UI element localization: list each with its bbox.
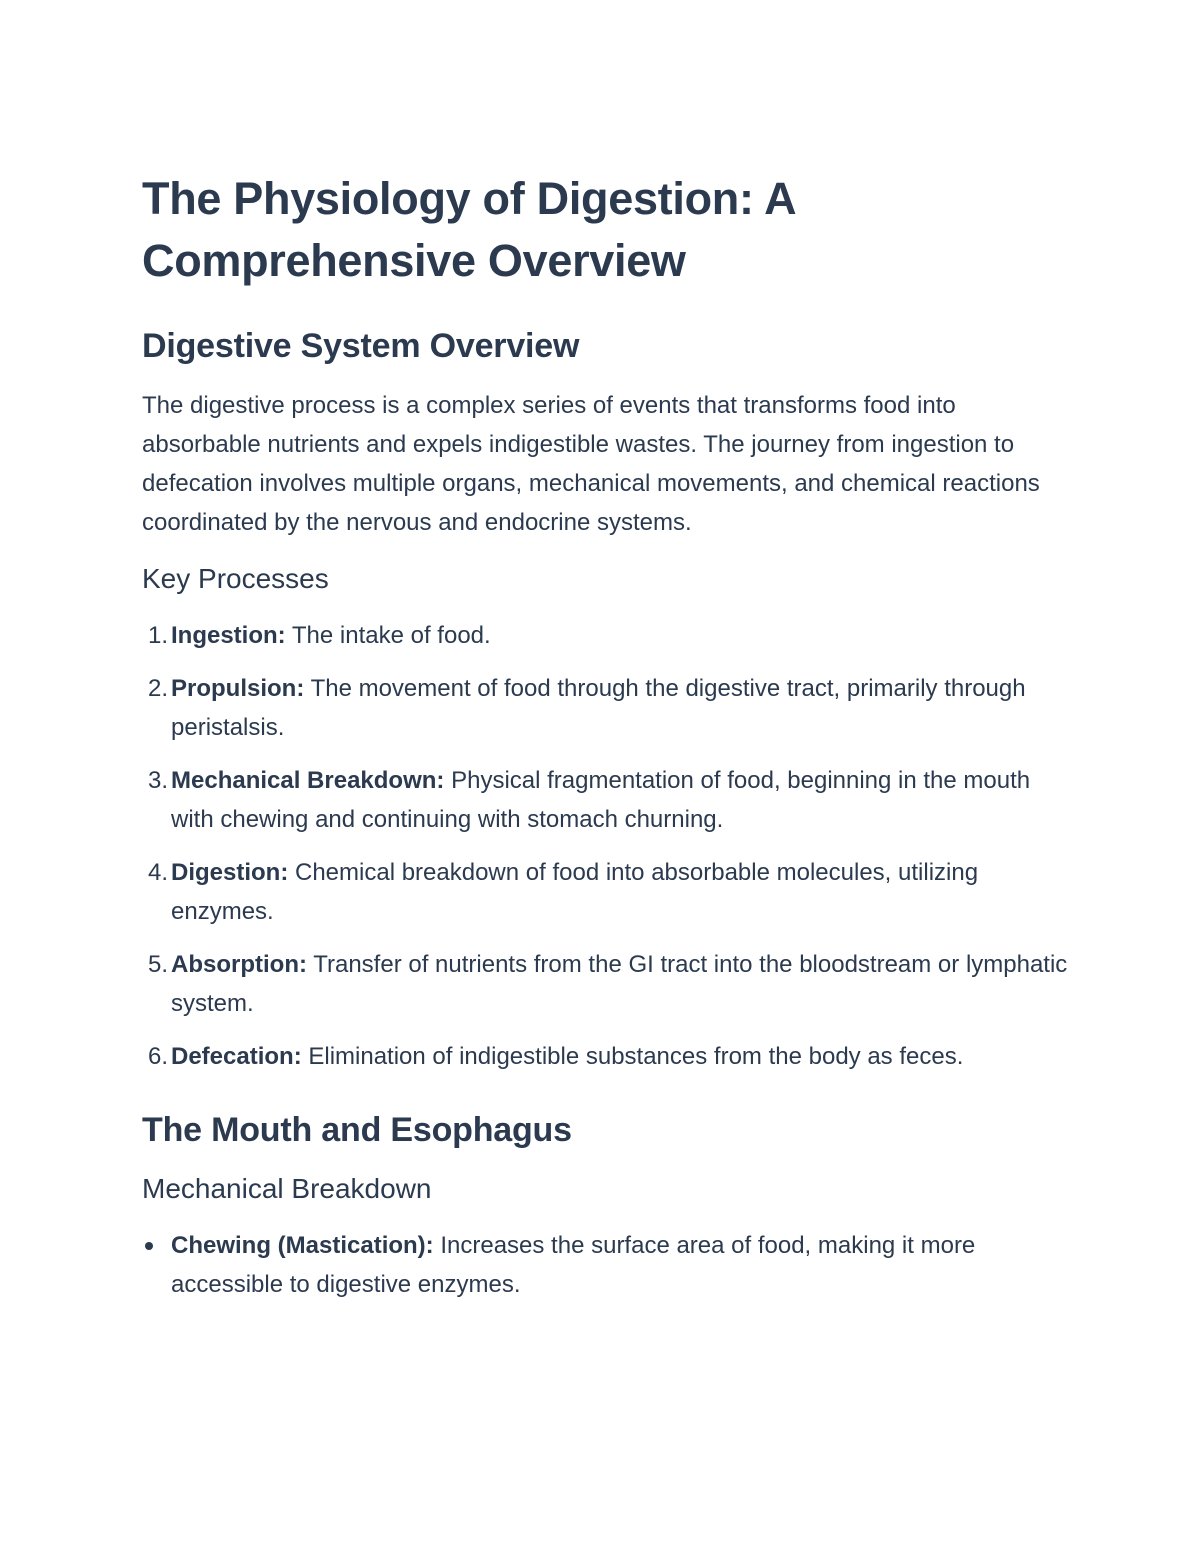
subheading-key-processes: Key Processes bbox=[142, 563, 329, 594]
list-item bbox=[142, 945, 1072, 1023]
list-desc: Chemical breakdown of food into absorbable molecules, utilizing enzymes. bbox=[171, 859, 979, 925]
key-processes-list bbox=[142, 616, 1072, 1076]
bullet-icon bbox=[145, 1242, 153, 1250]
section-heading-overview: Digestive System Overview bbox=[142, 327, 580, 365]
list-desc: Physical fragmentation of food, beginning in the mouth with chewing and continuing with stomach churning. bbox=[171, 767, 1031, 833]
list-term: Digestion: bbox=[171, 859, 289, 886]
list-term: Absorption: bbox=[171, 951, 307, 978]
list-item bbox=[142, 669, 1072, 747]
list-term: Propulsion: bbox=[171, 675, 305, 702]
list-desc: The movement of food through the digestive tract, primarily through peristalsis. bbox=[171, 675, 1026, 741]
list-desc: Elimination of indigestible substances from the body as feces. bbox=[301, 1043, 964, 1070]
overview-paragraph: The digestive process is a complex series of events that transforms food into absorbable nutrients and expels indigestible wastes. The journey from ingestion to defecation involves multiple organs, mechanical movements, and chemical reactions coordinated by the nervous and endocrine systems. bbox=[142, 392, 1040, 536]
list-desc: The intake of food. bbox=[285, 622, 491, 649]
list-desc: Increases the surface area of food, making it more accessible to digestive enzymes. bbox=[171, 1232, 976, 1298]
document-title: The Physiology of Digestion: A Comprehensive Overview bbox=[142, 173, 795, 286]
list-number: 2. bbox=[147, 675, 168, 702]
list-number: 1. bbox=[147, 622, 168, 649]
list-item bbox=[142, 1037, 1072, 1076]
subheading-mechanical-breakdown: Mechanical Breakdown bbox=[142, 1173, 432, 1204]
list-term: Defecation: bbox=[171, 1043, 302, 1070]
list-item bbox=[142, 1226, 1072, 1304]
list-item bbox=[142, 853, 1072, 931]
list-number: 5. bbox=[147, 951, 168, 978]
list-number: 4. bbox=[147, 859, 168, 886]
section-heading-mouth-esophagus: The Mouth and Esophagus bbox=[142, 1111, 572, 1149]
list-item bbox=[142, 616, 1072, 655]
document-page bbox=[142, 168, 1072, 1304]
list-term: Chewing (Mastication): bbox=[171, 1232, 434, 1259]
list-number: 6. bbox=[147, 1043, 168, 1070]
list-term: Ingestion: bbox=[171, 622, 286, 649]
list-desc: Transfer of nutrients from the GI tract into the bloodstream or lymphatic system. bbox=[171, 951, 1068, 1017]
list-term: Mechanical Breakdown: bbox=[171, 767, 445, 794]
list-item bbox=[142, 761, 1072, 839]
mechanical-breakdown-list bbox=[142, 1226, 1072, 1304]
list-number: 3. bbox=[147, 767, 168, 794]
